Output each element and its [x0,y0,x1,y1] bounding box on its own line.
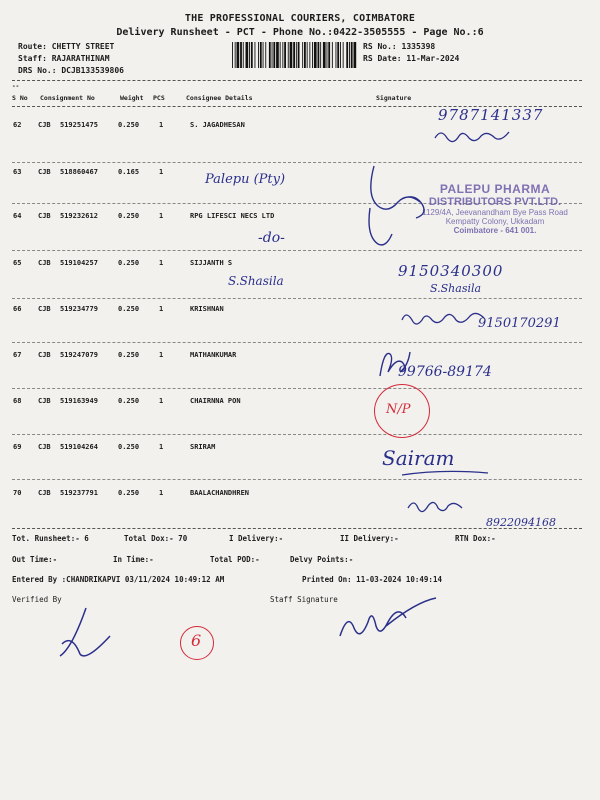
stamp-line-1: PALEPU PHARMA [439,182,551,196]
col-weight: Weight [120,94,144,102]
row-consignment-no: 519104257 [60,259,98,267]
footer-tot-runsheet: Tot. Runsheet:- 6 [12,534,89,543]
handwritten-phone-67: 99766-89174 [398,364,492,380]
row-consignment-no: 518860467 [60,168,98,176]
handwritten-phone-65: 9150340300 [398,262,504,280]
row-pcs: 1 [159,121,164,129]
row-divider [12,162,582,163]
row-weight: 0.250 [118,397,140,405]
row-consignment-no: 519237791 [60,489,98,497]
row-consignment-no: 519234779 [60,305,98,313]
staff-signature-mark [330,596,440,646]
footer-i-delivery: I Delivery:- [229,534,284,543]
handwritten-note-63: Palepu (Pty) [205,172,286,187]
row-prefix: CJB [38,168,51,176]
footer-printed-on: Printed On: 11-03-2024 10:49:14 [302,575,442,584]
staff-label: Staff: RAJARATHINAM [18,54,110,63]
row-sno: 66 [13,305,22,313]
row-pcs: 1 [159,397,164,405]
handwritten-phone-66: 9150170291 [478,316,561,331]
handwritten-name-65: S.Shasila [430,282,482,295]
row-consignment-no: 519247079 [60,351,98,359]
row-prefix: CJB [38,443,51,451]
row-weight: 0.250 [118,351,140,359]
row-prefix: CJB [38,212,51,220]
handwritten-signature-69: Sairam [382,446,455,470]
row-prefix: CJB [38,351,51,359]
row-pcs: 1 [159,351,164,359]
col-consignment: Consignment No [40,94,95,102]
verifier-signature [56,604,116,664]
row-sno: 62 [13,121,22,129]
row-consignee: RPG LIFESCI NECS LTD [190,212,275,220]
row-sno: 70 [13,489,22,497]
footer-ii-delivery: II Delivery:- [340,534,399,543]
row-pcs: 1 [159,489,164,497]
red-page-number: 6 [191,631,202,650]
footer-staff-signature: Staff Signature [270,595,338,604]
col-consignee: Consignee Details [186,94,253,102]
row-consignee: S. JAGADHESAN [190,121,245,129]
row-consignment-no: 519163949 [60,397,98,405]
row-consignee: SRIRAM [190,443,216,451]
row-pcs: 1 [159,168,164,176]
row-prefix: CJB [38,305,51,313]
handwritten-phone-70: 8922094168 [486,516,556,529]
footer-in-time: In Time:- [113,555,154,564]
row-consignee: CHAIRNNA PON [190,397,241,405]
drs-label: DRS No.: DCJB133539806 [18,66,124,75]
handwritten-note-65: S.Shasila [228,274,284,288]
row-pcs: 1 [159,212,164,220]
row-sno: 64 [13,212,22,220]
footer-entered-by: Entered By :CHANDRIKAPVI 03/11/2024 10:49:12 AM [12,575,225,584]
row-divider [12,434,582,435]
col-signature: Signature [376,94,412,102]
row-divider [12,298,582,299]
row-divider [12,479,582,480]
footer-out-time: Out Time:- [12,555,58,564]
row-divider [12,250,582,251]
row-divider [12,388,582,389]
row-sno: 67 [13,351,22,359]
row-weight: 0.250 [118,121,140,129]
row-weight: 0.250 [118,259,140,267]
barcode [231,42,357,68]
row-prefix: CJB [38,121,51,129]
col-sno: S No [12,94,28,102]
red-note-np: N/P [386,402,411,417]
row-weight: 0.250 [118,305,140,313]
row-prefix: CJB [38,489,51,497]
row-weight: 0.165 [118,168,140,176]
handwritten-phone-62: 9787141337 [438,106,544,124]
row-consignment-no: 519251475 [60,121,98,129]
row-consignment-no: 519232612 [60,212,98,220]
row-weight: 0.250 [118,489,140,497]
handwritten-note-64: -do- [258,230,285,246]
row-prefix: CJB [38,259,51,267]
row-consignee: KRISHNAN [190,305,224,313]
row-pcs: 1 [159,305,164,313]
row-consignment-no: 519104264 [60,443,98,451]
stamp-line-5: Coimbatore - 641 001. [453,226,537,235]
row-pcs: 1 [159,443,164,451]
company-title: THE PROFESSIONAL COURIERS, COIMBATORE [184,13,416,24]
row-prefix: CJB [38,397,51,405]
signature-69-underline [400,470,490,478]
dash-mark: -- [12,83,20,90]
row-pcs: 1 [159,259,164,267]
row-weight: 0.250 [118,443,140,451]
row-weight: 0.250 [118,212,140,220]
tamil-signature-62 [430,124,520,146]
signature-63-64 [360,160,440,250]
stamp-line-3: 1129/4A, Jeevanandham Bye Pass Road [422,208,568,217]
footer-verified-by: Verified By [12,595,62,604]
route-label: Route: CHETTY STREET [18,42,115,51]
row-consignee: MATHANKUMAR [190,351,237,359]
row-sno: 63 [13,168,22,176]
footer-delvy-points: Delvy Points:- [290,555,354,564]
tamil-signature-70 [404,496,474,518]
row-sno: 69 [13,443,22,451]
col-pcs: PCS [153,94,165,102]
row-consignee: BAALACHANDHREN [190,489,250,497]
header-divider [12,80,582,81]
row-consignee: SIJJANTH S [190,259,233,267]
footer-rtn-dox: RTN Dox:- [455,534,496,543]
row-sno: 65 [13,259,22,267]
rs-number: RS No.: 1335398 [363,42,436,51]
runsheet-subtitle: Delivery Runsheet - PCT - Phone No.:0422-3505555 - Page No.:6 [116,27,484,38]
stamp-line-4: Kempatty Colony, Ukkadam [445,217,545,226]
footer-total-pod: Total POD:- [210,555,260,564]
stamp-line-2: DISTRIBUTORS PVT.LTD. [428,196,562,208]
footer-total-dox: Total Dox:- 70 [124,534,188,543]
row-sno: 68 [13,397,22,405]
rs-date: RS Date: 11-Mar-2024 [363,54,460,63]
row-divider [12,342,582,343]
